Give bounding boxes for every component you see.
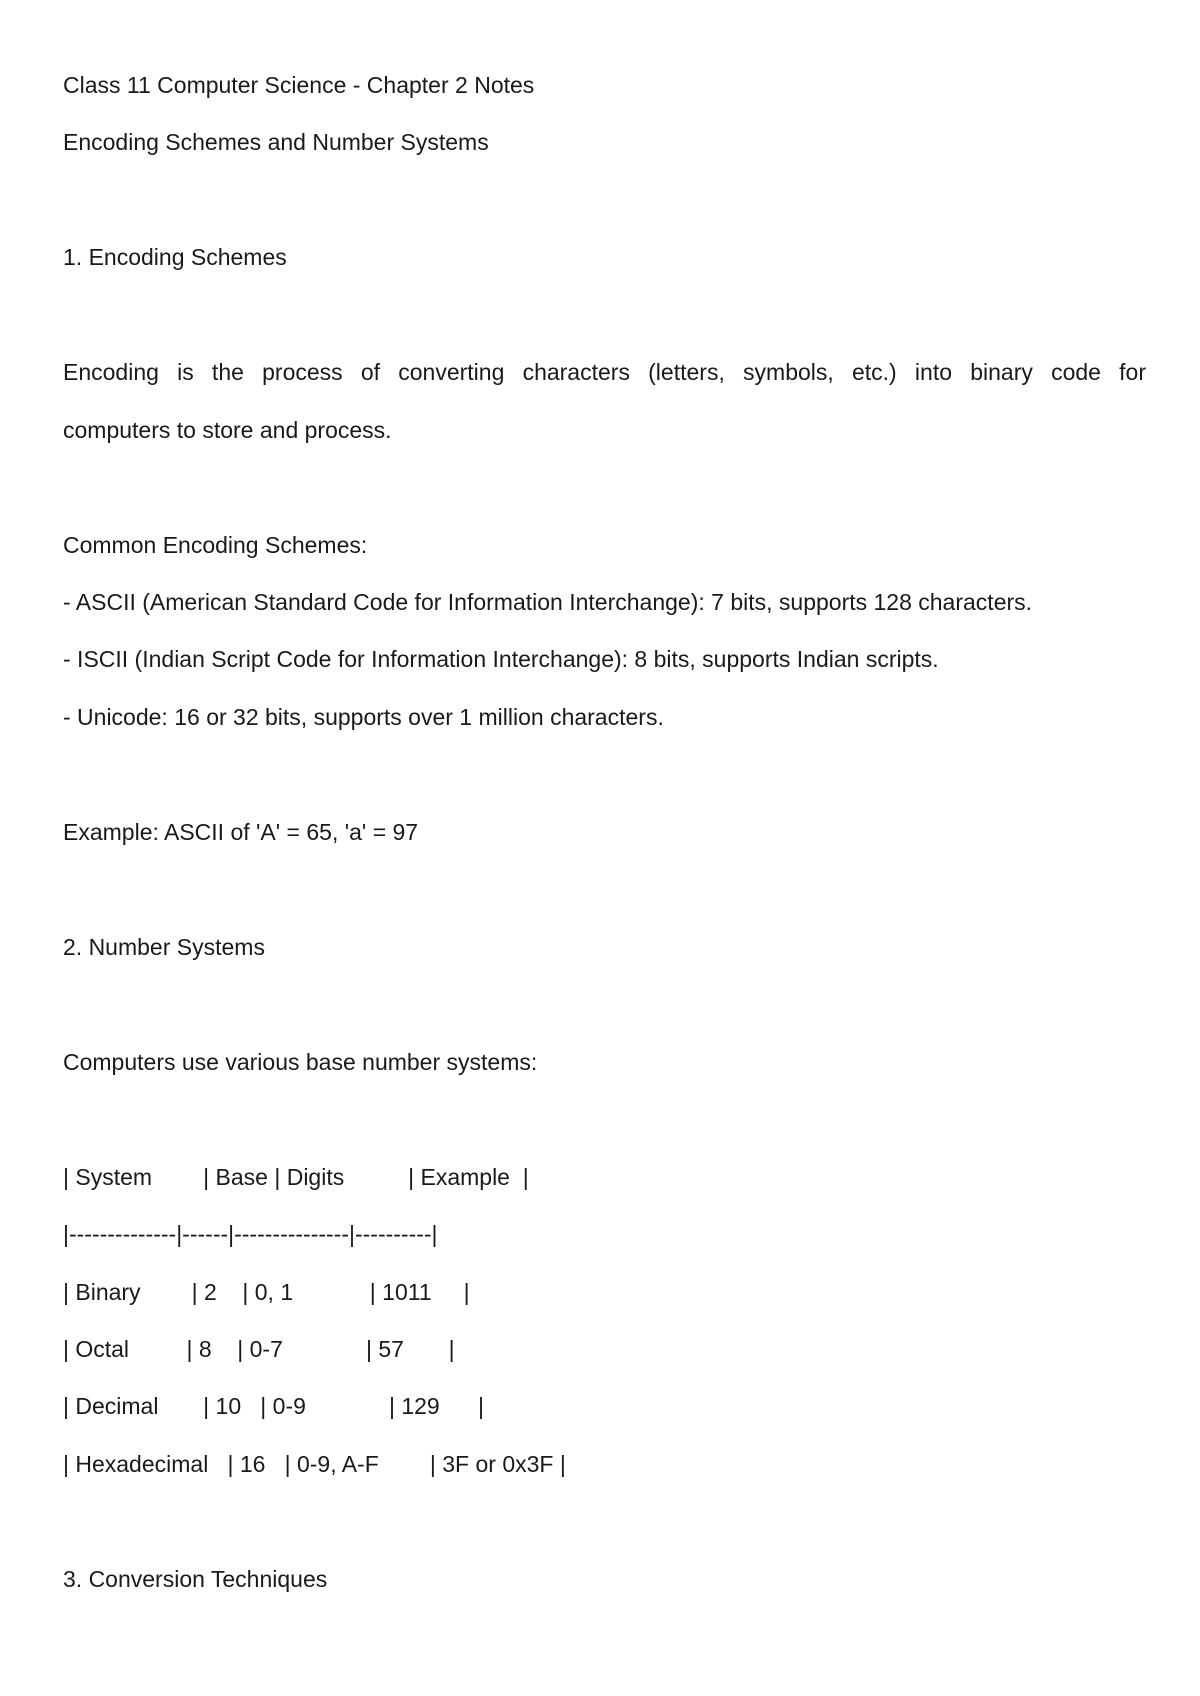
- table-row-hexadecimal: | Hexadecimal | 16 | 0-9, A-F | 3F or 0x3F |: [63, 1451, 566, 1477]
- encoding-paragraph-line-2: computers to store and process.: [63, 417, 392, 443]
- table-separator-row: |--------------|------|---------------|----------|: [63, 1221, 438, 1247]
- document-title: Class 11 Computer Science - Chapter 2 Notes: [63, 72, 535, 98]
- ascii-example: Example: ASCII of 'A' = 65, 'a' = 97: [63, 819, 419, 845]
- number-systems-intro: Computers use various base number systems:: [63, 1049, 538, 1075]
- common-encoding-schemes-heading: Common Encoding Schemes:: [63, 532, 368, 558]
- table-row-octal: | Octal | 8 | 0-7 | 57 |: [63, 1336, 455, 1362]
- list-item-unicode: - Unicode: 16 or 32 bits, supports over 1 million characters.: [63, 704, 664, 730]
- document-subtitle: Encoding Schemes and Number Systems: [63, 129, 489, 155]
- encoding-paragraph-line-1: Encoding is the process of converting characters (letters, symbols, etc.) into binary code for: [63, 359, 1146, 385]
- table-row-decimal: | Decimal | 10 | 0-9 | 129 |: [63, 1393, 485, 1419]
- list-item-ascii: - ASCII (American Standard Code for Information Interchange): 7 bits, supports 128 characters.: [63, 589, 1033, 615]
- section-heading-encoding-schemes: 1. Encoding Schemes: [63, 244, 287, 270]
- table-header-row: | System | Base | Digits | Example |: [63, 1164, 529, 1190]
- table-row-binary: | Binary | 2 | 0, 1 | 1011 |: [63, 1279, 470, 1305]
- section-heading-number-systems: 2. Number Systems: [63, 934, 265, 960]
- list-item-iscii: - ISCII (Indian Script Code for Information Interchange): 8 bits, supports Indian scripts.: [63, 646, 939, 672]
- section-heading-conversion-techniques: 3. Conversion Techniques: [63, 1566, 328, 1592]
